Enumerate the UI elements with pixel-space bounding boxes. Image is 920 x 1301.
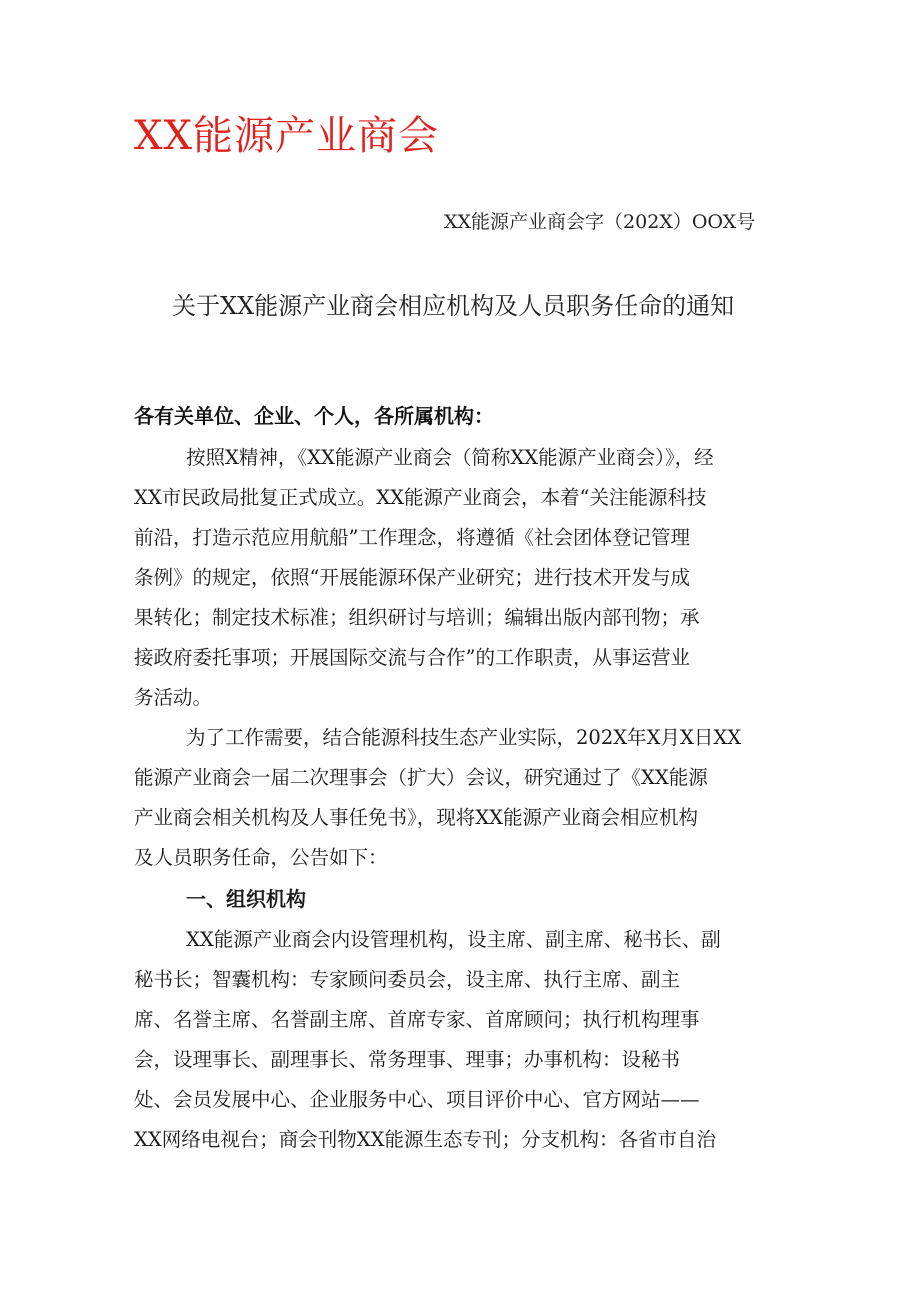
org-letterhead: XX能源产业商会 bbox=[134, 113, 439, 159]
paragraph-line: XX能源产业商会内设管理机构，设主席、副主席、秘书长、副 bbox=[186, 928, 721, 951]
paragraph-line: 席、名誉主席、名誉副主席、首席专家、首席顾问；执行机构理事 bbox=[134, 1008, 700, 1031]
paragraph-line: 产业商会相关机构及人事任免书》，现将XX能源产业商会相应机构 bbox=[134, 806, 699, 829]
salutation: 各有关单位、企业、个人，各所属机构： bbox=[134, 404, 494, 428]
paragraph-line: 会，设理事长、副理事长、常务理事、理事；办事机构：设秘书 bbox=[134, 1048, 681, 1071]
paragraph-line: 能源产业商会一届二次理事会（扩大）会议，研究通过了《XX能源 bbox=[134, 766, 708, 789]
paragraph-line: 前沿，打造示范应用航船”工作理念，将遵循《社会团体登记管理 bbox=[134, 526, 690, 549]
section-heading: 一、组织机构 bbox=[186, 887, 306, 911]
document-number: XX能源产业商会字（202X）OOX号 bbox=[444, 211, 756, 233]
paragraph-line: 务活动。 bbox=[134, 686, 213, 709]
paragraph-line: 条例》的规定，依照“开展能源环保产业研究；进行技术开发与成 bbox=[134, 566, 690, 589]
paragraph-line: 果转化；制定技术标准；组织研讨与培训；编辑出版内部刊物；承 bbox=[134, 606, 700, 629]
paragraph-line: 及人员职务任命，公告如下： bbox=[134, 846, 388, 869]
paragraph-line: XX网络电视台；商会刊物XX能源生态专刊；分支机构：各省市自治 bbox=[134, 1128, 717, 1151]
paragraph-line: 接政府委托事项；开展国际交流与合作”的工作职责，从事运营业 bbox=[134, 646, 690, 669]
paragraph-line: 为了工作需要，结合能源科技生态产业实际，202X年X月X日XX bbox=[186, 726, 742, 749]
paragraph-line: XX市民政局批复正式成立。XX能源产业商会，本着“关注能源科技 bbox=[134, 486, 707, 509]
paragraph-line: 秘书长；智囊机构：专家顾问委员会，设主席、执行主席、副主 bbox=[134, 968, 681, 991]
document-title: 关于XX能源产业商会相应机构及人员职务任命的通知 bbox=[172, 292, 735, 320]
paragraph-line: 处、会员发展中心、企业服务中心、项目评价中心、官方网站—— bbox=[134, 1088, 700, 1111]
paragraph-line: 按照X精神，《XX能源产业商会（简称XX能源产业商会）》，经 bbox=[186, 446, 714, 469]
